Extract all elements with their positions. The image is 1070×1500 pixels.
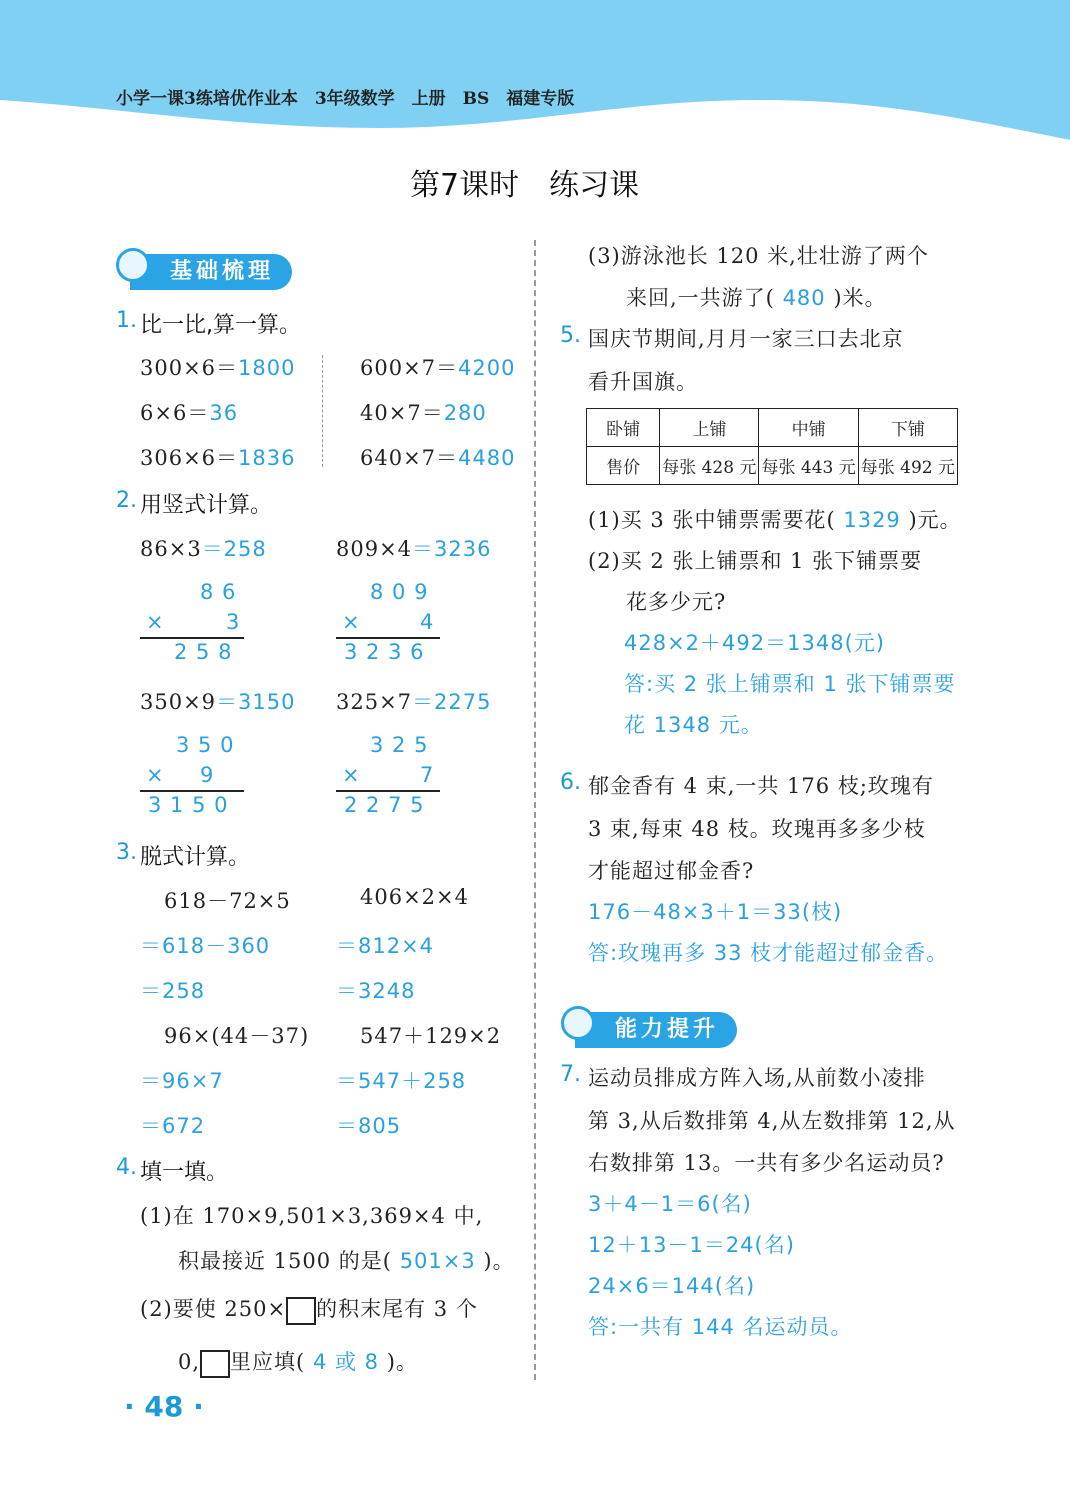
vertical-result: 2 5 8: [174, 640, 233, 664]
q7-number: 7.: [560, 1062, 581, 1087]
q6-text-line1: 郁金香有 4 束,一共 176 枝;玫瑰有: [588, 774, 934, 798]
q2-expression: 86×3＝258: [140, 537, 267, 561]
q5-answer-line2: 花 1348 元。: [624, 713, 763, 737]
blank-box: [200, 1350, 230, 1378]
vertical-multiplier: 4: [420, 610, 435, 634]
q3-expression: 618－72×5: [164, 889, 291, 913]
q3-expression: 406×2×4: [360, 885, 469, 909]
clock-icon: [116, 248, 150, 282]
vertical-result: 3 2 3 6: [344, 640, 425, 664]
times-sign: ×: [342, 610, 361, 634]
vertical-multiplier: 3: [226, 610, 241, 634]
table-cell: 中铺: [759, 409, 858, 447]
vertical-top: 8 6: [200, 580, 237, 604]
times-sign: ×: [342, 763, 361, 787]
table-row: [587, 447, 958, 485]
q1-item: 300×6＝1800: [140, 356, 296, 380]
vertical-top: 3 5 0: [176, 733, 235, 757]
q1-number: 1.: [116, 308, 137, 333]
ticket-price-table: [586, 408, 958, 485]
q3-step: ＝547＋258: [336, 1069, 467, 1093]
q4-title: 填一填。: [140, 1160, 229, 1185]
table-header-row: [587, 409, 958, 447]
q4-part2-line2: 0, 里应填( 4 或 8 )。: [178, 1346, 418, 1378]
q5-text-line1: 国庆节期间,月月一家三口去北京: [588, 327, 904, 351]
q2-number: 2.: [116, 488, 137, 513]
column-divider: [534, 240, 536, 1380]
header-text: 小学一课3练培优作业本 3年级数学 上册 BS 福建专版: [116, 89, 575, 109]
q7-answer: 答:一共有 144 名运动员。: [588, 1315, 853, 1339]
q7-text-line1: 运动员排成方阵入场,从前数小凌排: [588, 1066, 926, 1090]
vertical-rule: [140, 790, 244, 792]
q7-step: 24×6＝144(名): [588, 1274, 756, 1298]
q3-step: ＝672: [140, 1114, 206, 1138]
q4-part1-line1: (1)在 170×9,501×3,369×4 中,: [140, 1204, 484, 1228]
q2-expression: 325×7＝2275: [336, 690, 492, 714]
q3-step: ＝96×7: [140, 1069, 224, 1093]
q4-part1-line2: 积最接近 1500 的是( 501×3 )。: [178, 1249, 515, 1273]
vertical-rule: [140, 637, 244, 639]
q5-part2-line2: 花多少元?: [626, 590, 727, 614]
clock-icon: [561, 1006, 595, 1040]
q5-part1: (1)买 3 张中铺票需要花( 1329 )元。: [588, 508, 962, 532]
q7-text-line2: 第 3,从后数排第 4,从左数排第 12,从: [588, 1109, 956, 1133]
q3-expression: 96×(44－37): [164, 1024, 310, 1048]
header-banner: [0, 0, 1070, 140]
q3-step: ＝812×4: [336, 934, 435, 958]
q1-item: 6×6＝36: [140, 401, 239, 425]
table-cell: 售价: [587, 447, 660, 485]
table-cell: 每张 443 元: [759, 447, 858, 485]
q2-title: 用竖式计算。: [140, 493, 273, 518]
q3-number: 3.: [116, 840, 137, 865]
q5-part2-line1: (2)买 2 张上铺票和 1 张下铺票要: [588, 549, 923, 573]
vertical-result: 3 1 5 0: [148, 793, 229, 817]
table-cell: 上铺: [660, 409, 759, 447]
q1-item: 40×7＝280: [360, 401, 487, 425]
vertical-multiplier: 9: [200, 763, 215, 787]
q4-part2-line1: (2)要使 250× 的积末尾有 3 个: [140, 1293, 478, 1325]
vertical-rule: [336, 637, 440, 639]
table-cell: 卧铺: [587, 409, 660, 447]
q7-step: 12＋13－1＝24(名): [588, 1233, 795, 1257]
q6-calculation: 176－48×3＋1＝33(枝): [588, 900, 843, 924]
q4-part3-line2: 来回,一共游了( 480 )米。: [626, 286, 887, 310]
vertical-result: 2 2 7 5: [344, 793, 425, 817]
q5-answer-line1: 答:买 2 张上铺票和 1 张下铺票要: [624, 672, 956, 696]
q1-item: 306×6＝1836: [140, 446, 296, 470]
blank-box: [286, 1297, 316, 1325]
q1-item: 640×7＝4480: [360, 446, 516, 470]
q6-text-line3: 才能超过郁金香?: [588, 859, 755, 883]
times-sign: ×: [146, 763, 165, 787]
vertical-top: 8 0 9: [370, 580, 429, 604]
q5-calculation: 428×2＋492＝1348(元): [624, 631, 885, 655]
q3-step: ＝258: [140, 979, 206, 1003]
vertical-top: 3 2 5: [370, 733, 429, 757]
page-number: · 48 ·: [124, 1390, 204, 1423]
q2-expression: 350×9＝3150: [140, 690, 296, 714]
vertical-multiplier: 7: [420, 763, 435, 787]
page-title: 第7课时 练习课: [410, 168, 640, 203]
q3-expression: 547＋129×2: [360, 1024, 502, 1048]
q6-text-line2: 3 束,每束 48 枝。玫瑰再多多少枝: [588, 817, 926, 841]
q3-title: 脱式计算。: [140, 845, 251, 870]
q7-step: 3＋4－1＝6(名): [588, 1192, 752, 1216]
q3-step: ＝3248: [336, 979, 416, 1003]
q1-divider: [322, 355, 323, 467]
q1-item: 600×7＝4200: [360, 356, 516, 380]
q3-step: ＝805: [336, 1114, 402, 1138]
q5-text-line2: 看升国旗。: [588, 370, 698, 394]
q6-answer: 答:玫瑰再多 33 枝才能超过郁金香。: [588, 941, 949, 965]
q3-step: ＝618－360: [140, 934, 271, 958]
q4-part3-line1: (3)游泳池长 120 米,壮壮游了两个: [588, 244, 929, 268]
section-badge-basic: 基础梳理: [130, 254, 292, 290]
table-cell: 每张 492 元: [858, 447, 957, 485]
q1-title: 比一比,算一算。: [140, 313, 301, 338]
vertical-rule: [336, 790, 440, 792]
q7-text-line3: 右数排第 13。一共有多少名运动员?: [588, 1151, 945, 1175]
q2-expression: 809×4＝3236: [336, 537, 492, 561]
section-badge-advanced: 能力提升: [575, 1012, 737, 1048]
q6-number: 6.: [560, 770, 581, 795]
q4-number: 4.: [116, 1155, 137, 1180]
q5-number: 5.: [560, 323, 581, 348]
table-cell: 下铺: [858, 409, 957, 447]
table-cell: 每张 428 元: [660, 447, 759, 485]
times-sign: ×: [146, 610, 165, 634]
